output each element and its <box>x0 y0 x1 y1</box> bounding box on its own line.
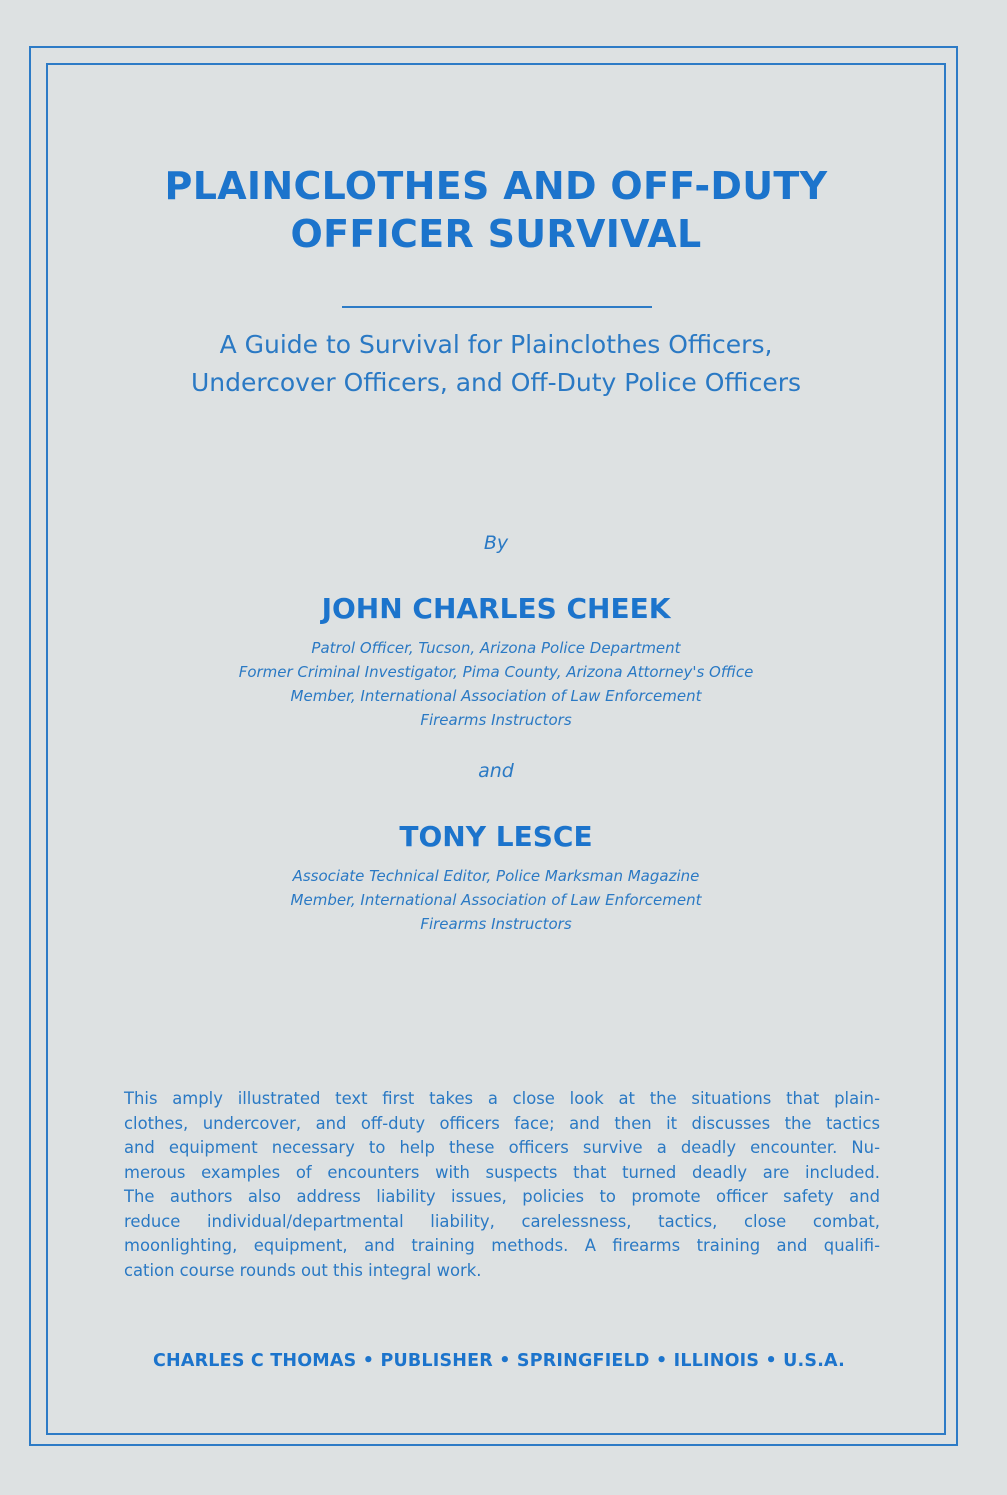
credential-line: Firearms Instructors <box>420 711 572 729</box>
title-divider-rule <box>342 306 652 308</box>
description-line: cation course rounds out this integral work. <box>124 1260 482 1280</box>
credential-line: Firearms Instructors <box>420 915 572 933</box>
description-line: moonlighting, equipment, and training methods. A firearms training and qualifi- <box>124 1236 880 1255</box>
credential-line: Member, International Association of Law Enforcement <box>290 687 702 705</box>
description-line: This amply illustrated text first takes a close look at the situations that plain- <box>124 1089 880 1108</box>
author-2-credentials <box>46 864 946 936</box>
author-1-name: JOHN CHARLES CHEEK <box>321 592 671 625</box>
credential-line: Patrol Officer, Tucson, Arizona Police Department <box>311 639 681 657</box>
subtitle-line-1: A Guide to Survival for Plainclothes Officers, <box>219 330 773 359</box>
author-2-name: TONY LESCE <box>399 820 593 853</box>
credential-line: Former Criminal Investigator, Pima County, Arizona Attorney's Office <box>238 663 754 681</box>
description-line: reduce individual/departmental liability, carelessness, tactics, close combat, <box>124 1211 880 1231</box>
book-subtitle <box>46 326 946 402</box>
credential-line: Associate Technical Editor, Police Marksman Magazine <box>292 867 700 885</box>
credential-line: Member, International Association of Law Enforcement <box>290 891 702 909</box>
publisher-imprint: CHARLES C THOMAS • PUBLISHER • SPRINGFIELD • ILLINOIS • U.S.A. <box>153 1351 845 1371</box>
book-title <box>46 162 946 258</box>
description-line: and equipment necessary to help these officers survive a deadly encounter. Nu- <box>124 1138 880 1157</box>
subtitle-line-2: Undercover Officers, and Off-Duty Police Officers <box>191 368 801 397</box>
book-description <box>124 1087 880 1283</box>
description-line: The authors also address liability issues, policies to promote officer safety and <box>124 1187 880 1206</box>
book-title-line-1: PLAINCLOTHES AND OFF-DUTY <box>164 164 828 208</box>
and-label: and <box>478 760 514 782</box>
description-line: clothes, undercover, and off-duty officers face; and then it discusses the tactics <box>124 1113 880 1133</box>
by-label: By <box>483 532 509 554</box>
author-1-credentials <box>46 636 946 732</box>
description-line: merous examples of encounters with suspects that turned deadly are included. <box>124 1162 880 1182</box>
book-title-line-2: OFFICER SURVIVAL <box>290 212 702 256</box>
